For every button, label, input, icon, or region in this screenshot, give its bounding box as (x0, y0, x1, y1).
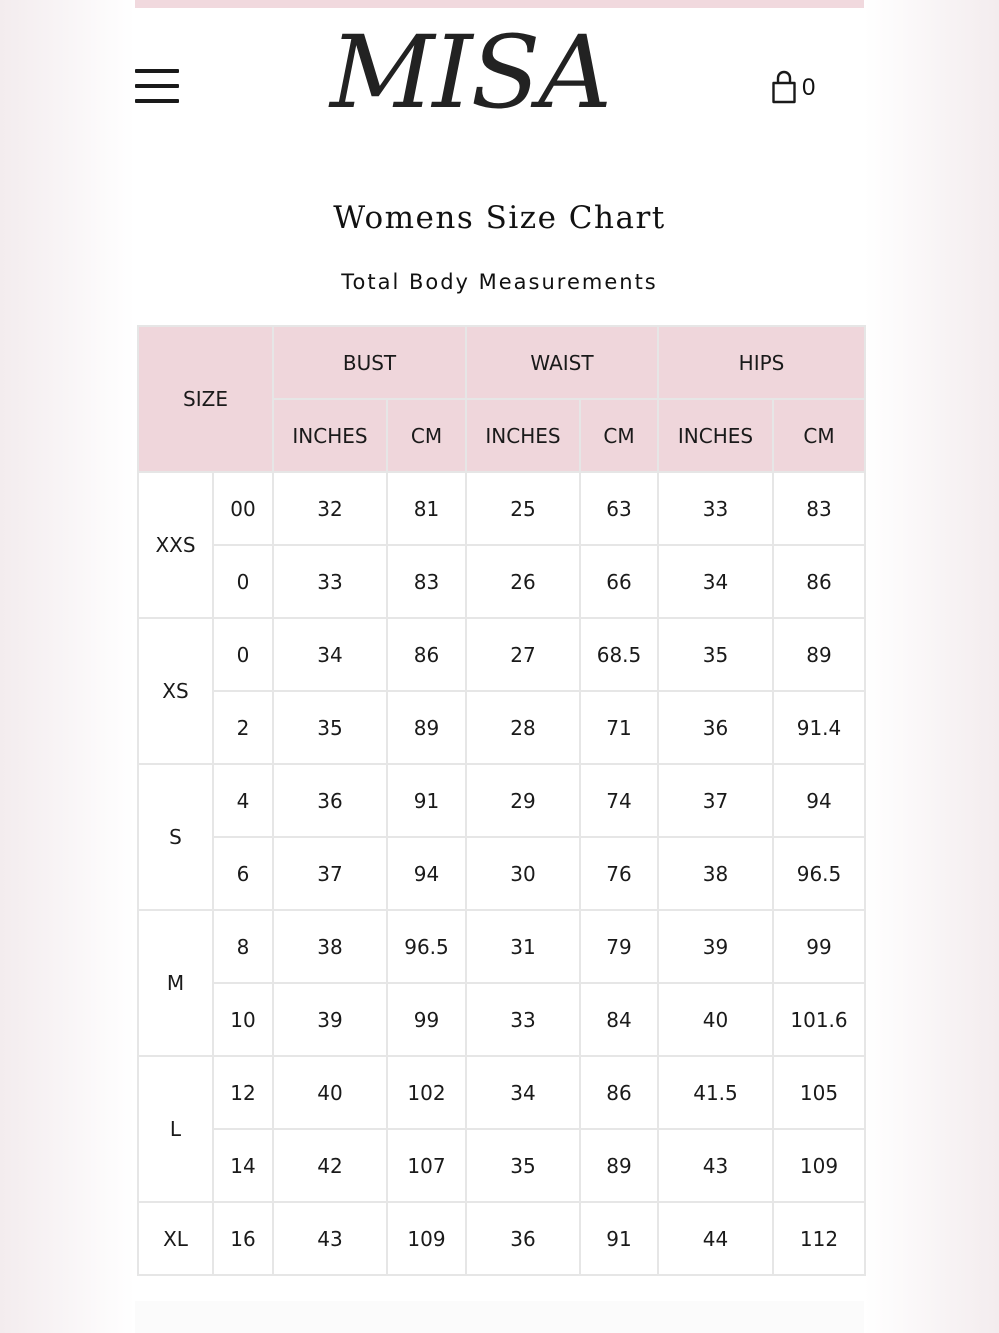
measurement-cell: 86 (580, 1056, 658, 1129)
measurement-cell: 109 (387, 1202, 466, 1275)
size-label-cell: XL (138, 1202, 213, 1275)
measurement-cell: 102 (387, 1056, 466, 1129)
shopping-bag-icon (771, 70, 797, 104)
size-chart-table (137, 325, 866, 1276)
unit-header: CM (580, 399, 658, 472)
measurement-cell: 35 (273, 691, 387, 764)
measurement-cell: 25 (466, 472, 580, 545)
size-number-cell: 0 (213, 618, 273, 691)
measurement-cell: 27 (466, 618, 580, 691)
measurement-cell: 29 (466, 764, 580, 837)
measurement-cell: 36 (273, 764, 387, 837)
group-header-bust: BUST (273, 326, 466, 399)
table-row (138, 983, 865, 1056)
size-number-cell: 12 (213, 1056, 273, 1129)
measurement-cell: 28 (466, 691, 580, 764)
menu-bar (135, 84, 179, 88)
size-number-cell: 6 (213, 837, 273, 910)
measurement-cell: 33 (466, 983, 580, 1056)
unit-header: INCHES (273, 399, 387, 472)
size-number-cell: 4 (213, 764, 273, 837)
measurement-cell: 39 (658, 910, 773, 983)
measurement-cell: 33 (273, 545, 387, 618)
table-row (138, 472, 865, 545)
page (135, 0, 864, 1333)
measurement-cell: 112 (773, 1202, 865, 1275)
cart-count: 0 (802, 74, 816, 101)
measurement-cell: 34 (658, 545, 773, 618)
measurement-cell: 40 (658, 983, 773, 1056)
measurement-cell: 86 (387, 618, 466, 691)
measurement-cell: 66 (580, 545, 658, 618)
measurement-cell: 44 (658, 1202, 773, 1275)
measurement-cell: 34 (273, 618, 387, 691)
size-label-cell: S (138, 764, 213, 910)
measurement-cell: 35 (658, 618, 773, 691)
measurement-cell: 43 (273, 1202, 387, 1275)
size-number-cell: 0 (213, 545, 273, 618)
size-label-cell: M (138, 910, 213, 1056)
table-body (138, 472, 865, 1275)
page-footer-area (135, 1301, 864, 1333)
measurement-cell: 38 (273, 910, 387, 983)
measurement-cell: 74 (580, 764, 658, 837)
size-label-cell: XS (138, 618, 213, 764)
size-number-cell: 10 (213, 983, 273, 1056)
measurement-cell: 109 (773, 1129, 865, 1202)
table-header-row (138, 326, 865, 399)
brand-logo[interactable]: MISA (329, 14, 611, 131)
unit-header: CM (773, 399, 865, 472)
table-row (138, 691, 865, 764)
table-row (138, 837, 865, 910)
measurement-cell: 107 (387, 1129, 466, 1202)
size-number-cell: 00 (213, 472, 273, 545)
measurement-cell: 38 (658, 837, 773, 910)
measurement-cell: 91.4 (773, 691, 865, 764)
table-row (138, 1129, 865, 1202)
cart-button[interactable] (771, 70, 821, 106)
measurement-cell: 71 (580, 691, 658, 764)
measurement-cell: 83 (773, 472, 865, 545)
measurement-cell: 32 (273, 472, 387, 545)
table-row (138, 764, 865, 837)
measurement-cell: 99 (387, 983, 466, 1056)
measurement-cell: 81 (387, 472, 466, 545)
measurement-cell: 96.5 (387, 910, 466, 983)
measurement-cell: 30 (466, 837, 580, 910)
measurement-cell: 91 (387, 764, 466, 837)
measurement-cell: 37 (658, 764, 773, 837)
menu-bar (135, 69, 179, 73)
measurement-cell: 99 (773, 910, 865, 983)
measurement-cell: 63 (580, 472, 658, 545)
measurement-cell: 89 (773, 618, 865, 691)
page-subtitle: Total Body Measurements (341, 270, 658, 294)
unit-header: INCHES (658, 399, 773, 472)
measurement-cell: 43 (658, 1129, 773, 1202)
measurement-cell: 68.5 (580, 618, 658, 691)
measurement-cell: 26 (466, 545, 580, 618)
table-row (138, 1056, 865, 1129)
hamburger-menu-icon[interactable] (135, 69, 179, 105)
group-header-hips: HIPS (658, 326, 865, 399)
group-header-waist: WAIST (466, 326, 658, 399)
measurement-cell: 105 (773, 1056, 865, 1129)
measurement-cell: 86 (773, 545, 865, 618)
measurement-cell: 41.5 (658, 1056, 773, 1129)
measurement-cell: 36 (466, 1202, 580, 1275)
measurement-cell: 89 (387, 691, 466, 764)
table-row (138, 1202, 865, 1275)
table-row (138, 910, 865, 983)
measurement-cell: 39 (273, 983, 387, 1056)
unit-header: CM (387, 399, 466, 472)
measurement-cell: 79 (580, 910, 658, 983)
page-title: Womens Size Chart (333, 200, 666, 236)
measurement-cell: 42 (273, 1129, 387, 1202)
measurement-cell: 40 (273, 1056, 387, 1129)
size-header: SIZE (138, 326, 273, 472)
size-number-cell: 8 (213, 910, 273, 983)
size-label-cell: L (138, 1056, 213, 1202)
measurement-cell: 94 (773, 764, 865, 837)
measurement-cell: 37 (273, 837, 387, 910)
measurement-cell: 91 (580, 1202, 658, 1275)
measurement-cell: 36 (658, 691, 773, 764)
measurement-cell: 83 (387, 545, 466, 618)
measurement-cell: 31 (466, 910, 580, 983)
table-row (138, 618, 865, 691)
measurement-cell: 96.5 (773, 837, 865, 910)
size-number-cell: 2 (213, 691, 273, 764)
size-number-cell: 16 (213, 1202, 273, 1275)
measurement-cell: 84 (580, 983, 658, 1056)
table-row (138, 545, 865, 618)
measurement-cell: 101.6 (773, 983, 865, 1056)
size-number-cell: 14 (213, 1129, 273, 1202)
menu-bar (135, 99, 179, 103)
unit-header: INCHES (466, 399, 580, 472)
measurement-cell: 34 (466, 1056, 580, 1129)
measurement-cell: 35 (466, 1129, 580, 1202)
top-accent-strip (135, 0, 864, 8)
measurement-cell: 76 (580, 837, 658, 910)
measurement-cell: 94 (387, 837, 466, 910)
measurement-cell: 33 (658, 472, 773, 545)
measurement-cell: 89 (580, 1129, 658, 1202)
size-label-cell: XXS (138, 472, 213, 618)
